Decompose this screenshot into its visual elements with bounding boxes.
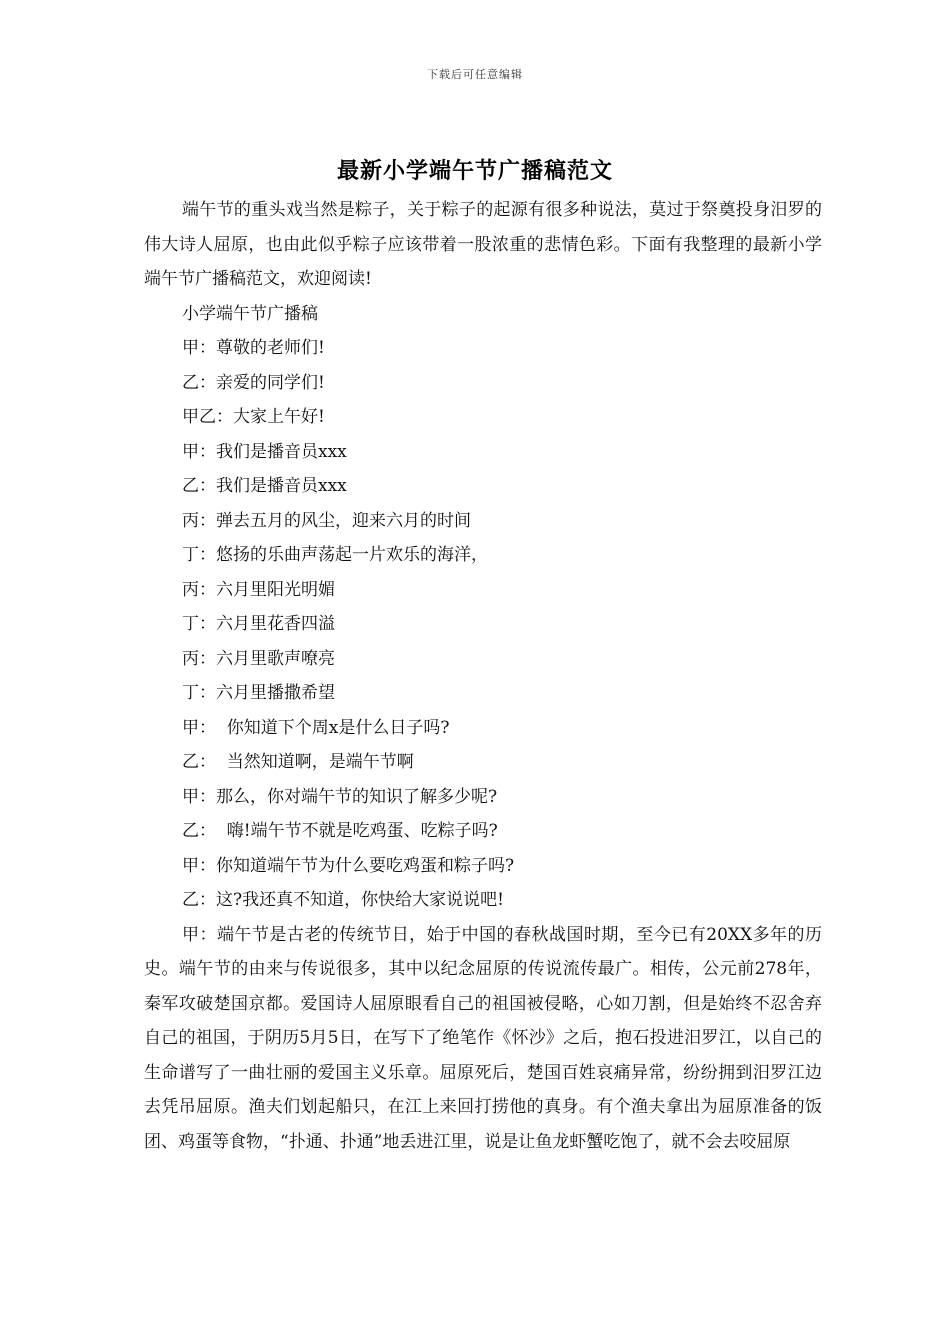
script-line: 甲：尊敬的老师们! bbox=[182, 338, 325, 358]
header-note: 下载后可任意编辑 bbox=[427, 68, 523, 81]
script-line: 甲：我们是播音员xxx bbox=[182, 441, 347, 462]
script-line: 丙：六月里阳光明媚 bbox=[182, 579, 335, 600]
script-line: 丙：六月里歌声嘹亮 bbox=[182, 648, 335, 669]
script-line: 乙： 嗨!端午节不就是吃鸡蛋、吃粽子吗? bbox=[182, 821, 498, 841]
script-line: 甲：你知道端午节为什么要吃鸡蛋和粽子吗? bbox=[182, 855, 515, 876]
script-line: 乙：我们是播音员xxx bbox=[182, 476, 347, 496]
document-title: 最新小学端午节广播稿范文 bbox=[336, 158, 613, 184]
script-line: 甲：那么，你对端午节的知识了解多少呢? bbox=[182, 786, 498, 807]
intro-paragraph: 端午节的重头戏当然是粽子，关于粽子的起源有很多种说法，莫过于祭奠投身汨罗的伟大诗人屈原，也由此似乎粽子应该带着一股浓重的悲情色彩。下面有我整理的最新小学端午节广播稿范文，欢迎阅读! bbox=[144, 200, 822, 289]
script-line: 甲乙：大家上午好! bbox=[182, 407, 325, 427]
script-line: 丁：悠扬的乐曲声荡起一片欢乐的海洋， bbox=[182, 545, 488, 565]
document-body bbox=[144, 193, 822, 1159]
script-line: 乙：亲爱的同学们! bbox=[182, 372, 325, 393]
script-line: 小学端午节广播稿 bbox=[182, 303, 318, 324]
story-paragraph: 甲：端午节是古老的传统节日，始于中国的春秋战国时期，至今已有20XX多年的历史。端午节的由来与传说很多，其中以纪念屈原的传说流传最广。相传，公元前278年，秦军攻破楚国京都。爱国诗人屈原眼看自己的祖国被侵略，心如刀割，但是始终不忍舍弃自己的祖国，于阴历5月5日，在写下了绝笔作《怀沙》之后，抱石投进汨罗江，以自己的生命谱写了一曲壮丽的爱国主义乐章。屈原死后，楚国百姓哀痛异常，纷纷拥到汨罗江边去凭吊屈原。渔夫们划起船只，在江上来回打捞他的真身。有个渔夫拿出为屈原准备的饭团、鸡蛋等食物，“扑通、扑通”地丢进江里，说是让鱼龙虾蟹吃饱了，就不会去咬屈原 bbox=[144, 924, 822, 1152]
script-line: 乙： 当然知道啊，是端午节啊 bbox=[182, 752, 414, 772]
script-line: 丙：弹去五月的风尘，迎来六月的时间 bbox=[182, 510, 471, 531]
script-line: 乙：这?我还真不知道，你快给大家说说吧! bbox=[182, 890, 504, 910]
script-line: 甲： 你知道下个周x是什么日子吗? bbox=[182, 717, 450, 738]
script-line: 丁：六月里花香四溢 bbox=[182, 614, 335, 634]
script-line: 丁：六月里播撒希望 bbox=[182, 683, 335, 703]
